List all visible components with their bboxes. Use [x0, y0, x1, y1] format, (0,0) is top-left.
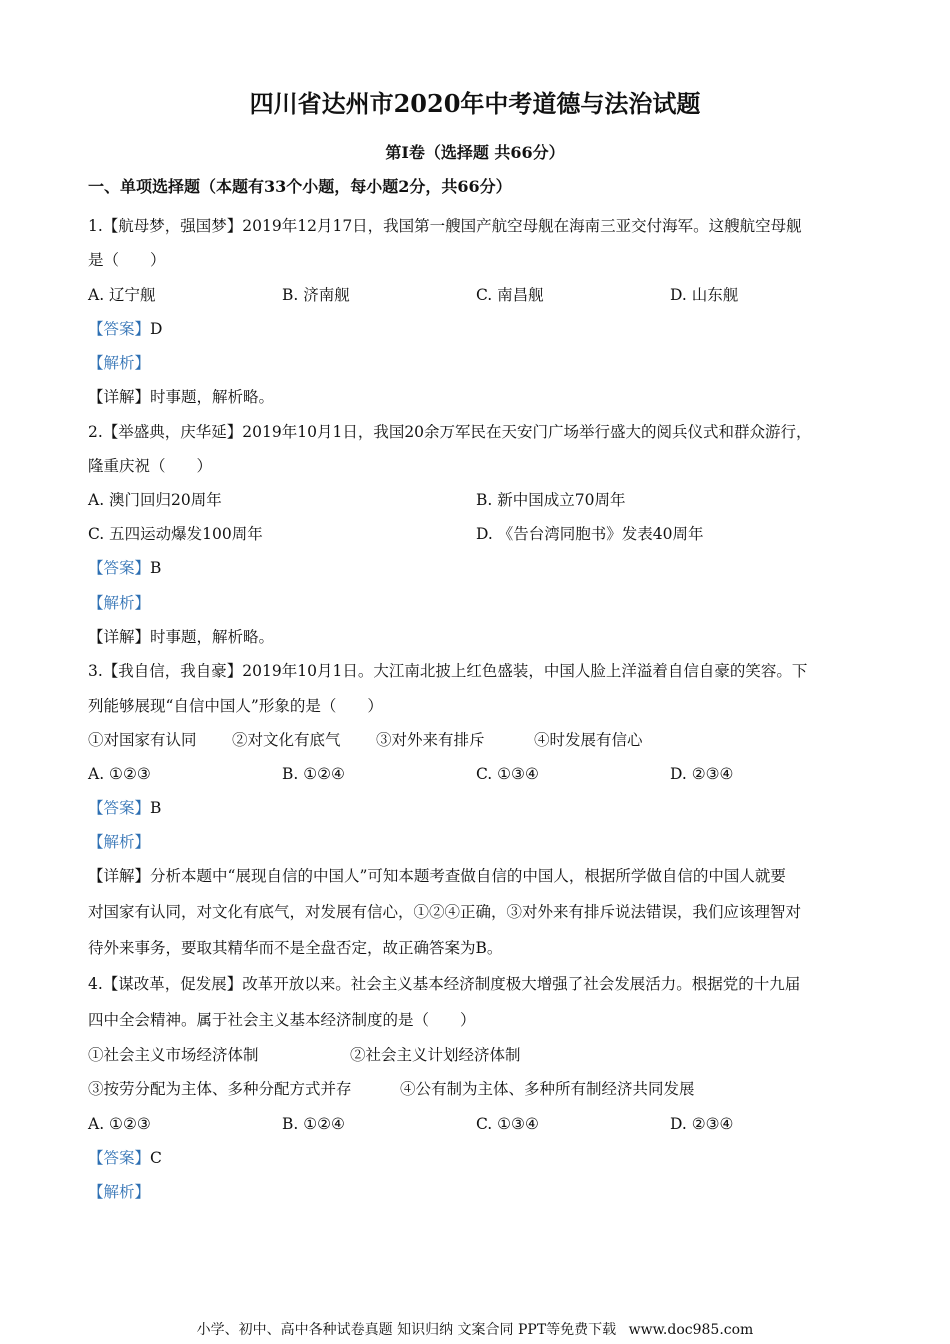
question-4-item-1: ①社会主义市场经济体制: [88, 1046, 259, 1064]
section-heading: 一、单项选择题（本题有33个小题，每小题2分，共66分）: [88, 177, 512, 196]
question-4-option-b: B. ①②④: [282, 1115, 345, 1133]
part-subtitle: 第I卷（选择题 共66分）: [385, 143, 565, 162]
question-3-option-a: A. ①②③: [88, 765, 151, 783]
question-3-option-c: C. ①③④: [476, 765, 539, 783]
question-3-item-1: ①对国家有认同: [88, 731, 197, 749]
question-2-stem-line1: 2.【举盛典，庆华延】2019年10月1日，我国20余万军民在天安门广场举行盛大的阅兵仪式和群众游行，: [88, 423, 812, 441]
question-3-detail-line3: 待外来事务，要取其精华而不是全盘否定，故正确答案为B。: [88, 939, 503, 957]
question-4-answer: [88, 1146, 868, 1170]
question-3-stem-line1: 3.【我自信，我自豪】2019年10月1日。大江南北披上红色盛装，中国人脸上洋溢着自信自豪的笑容。下: [88, 662, 808, 680]
answer-label: 【答案】: [88, 320, 151, 338]
answer-label: 【答案】: [88, 559, 151, 577]
question-2-option-d: D. 《告台湾同胞书》发表40周年: [476, 525, 704, 543]
question-4-stem-line1: 4.【谋改革，促发展】改革开放以来。社会主义基本经济制度极大增强了社会发展活力。根据党的十九届: [88, 975, 801, 993]
question-3-item-4: ④时发展有信心: [534, 731, 643, 749]
question-4-option-c: C. ①③④: [476, 1115, 539, 1133]
question-2-detail: [88, 625, 868, 649]
question-1-answer: [88, 317, 868, 341]
question-4-option-d: D. ②③④: [670, 1115, 734, 1133]
question-4-item-2: ②社会主义计划经济体制: [350, 1046, 521, 1064]
question-3-detail-line2: 对国家有认同，对文化有底气，对发展有信心，①②④正确，③对外来有排斥说法错误，我们应该理智对: [88, 903, 802, 921]
question-1-stem-line2: 是（ ）: [88, 251, 166, 269]
question-2-option-b: B. 新中国成立70周年: [476, 491, 626, 509]
question-4-analysis-label: 【解析】: [88, 1183, 151, 1201]
question-1-option-a: A. 辽宁舰: [88, 286, 156, 304]
question-2-answer: [88, 556, 868, 580]
answer-label: 【答案】: [88, 799, 151, 817]
question-3-stem-line2: 列能够展现“自信中国人”形象的是（ ）: [88, 697, 383, 715]
question-3-answer: [88, 796, 868, 820]
question-1-option-d: D. 山东舰: [670, 286, 739, 304]
question-3-item-2: ②对文化有底气: [232, 731, 341, 749]
answer-value: B: [150, 559, 162, 577]
page-title: 四川省达州市2020年中考道德与法治试题: [249, 89, 701, 118]
question-4-option-a: A. ①②③: [88, 1115, 151, 1133]
detail-label: 【详解】: [88, 388, 151, 406]
detail-text: 时事题，解析略。: [150, 388, 275, 406]
detail-label: 【详解】: [88, 628, 151, 646]
answer-label: 【答案】: [88, 1149, 151, 1167]
question-3-option-d: D. ②③④: [670, 765, 734, 783]
question-3-option-b: B. ①②④: [282, 765, 345, 783]
question-1-detail: [88, 385, 868, 409]
question-3-detail-line1: [88, 864, 868, 888]
question-1-option-b: B. 济南舰: [282, 286, 350, 304]
question-2-analysis-label: 【解析】: [88, 594, 151, 612]
question-3-item-3: ③对外来有排斥: [376, 731, 485, 749]
question-2-option-a: A. 澳门回归20周年: [88, 491, 222, 509]
detail-label: 【详解】: [88, 867, 151, 885]
answer-value: B: [150, 799, 162, 817]
question-3-analysis-label: 【解析】: [88, 833, 151, 851]
question-1-analysis-label: 【解析】: [88, 354, 151, 372]
question-2-option-c: C. 五四运动爆发100周年: [88, 525, 263, 543]
detail-text: 分析本题中“展现自信的中国人”可知本题考查做自信的中国人，根据所学做自信的中国人就要: [150, 867, 786, 885]
question-1-option-c: C. 南昌舰: [476, 286, 544, 304]
detail-text: 时事题，解析略。: [150, 628, 275, 646]
footer-link[interactable]: www.doc985.com: [628, 1322, 754, 1338]
question-1-stem-line1: 1.【航母梦，强国梦】2019年12月17日，我国第一艘国产航空母舰在海南三亚交付海军。这艘航空母舰: [88, 217, 802, 235]
question-2-stem-line2: 隆重庆祝（ ）: [88, 457, 213, 475]
answer-value: D: [150, 320, 163, 338]
answer-value: C: [150, 1149, 162, 1167]
question-4-stem-line2: 四中全会精神。属于社会主义基本经济制度的是（ ）: [88, 1011, 476, 1029]
question-4-item-3: ③按劳分配为主体、多种分配方式并存: [88, 1080, 352, 1098]
question-4-item-4: ④公有制为主体、多种所有制经济共同发展: [400, 1080, 695, 1098]
footer-text: 小学、初中、高中各种试卷真题 知识归纳 文案合同 PPT等免费下载: [196, 1322, 617, 1338]
page-footer: [0, 1320, 950, 1340]
